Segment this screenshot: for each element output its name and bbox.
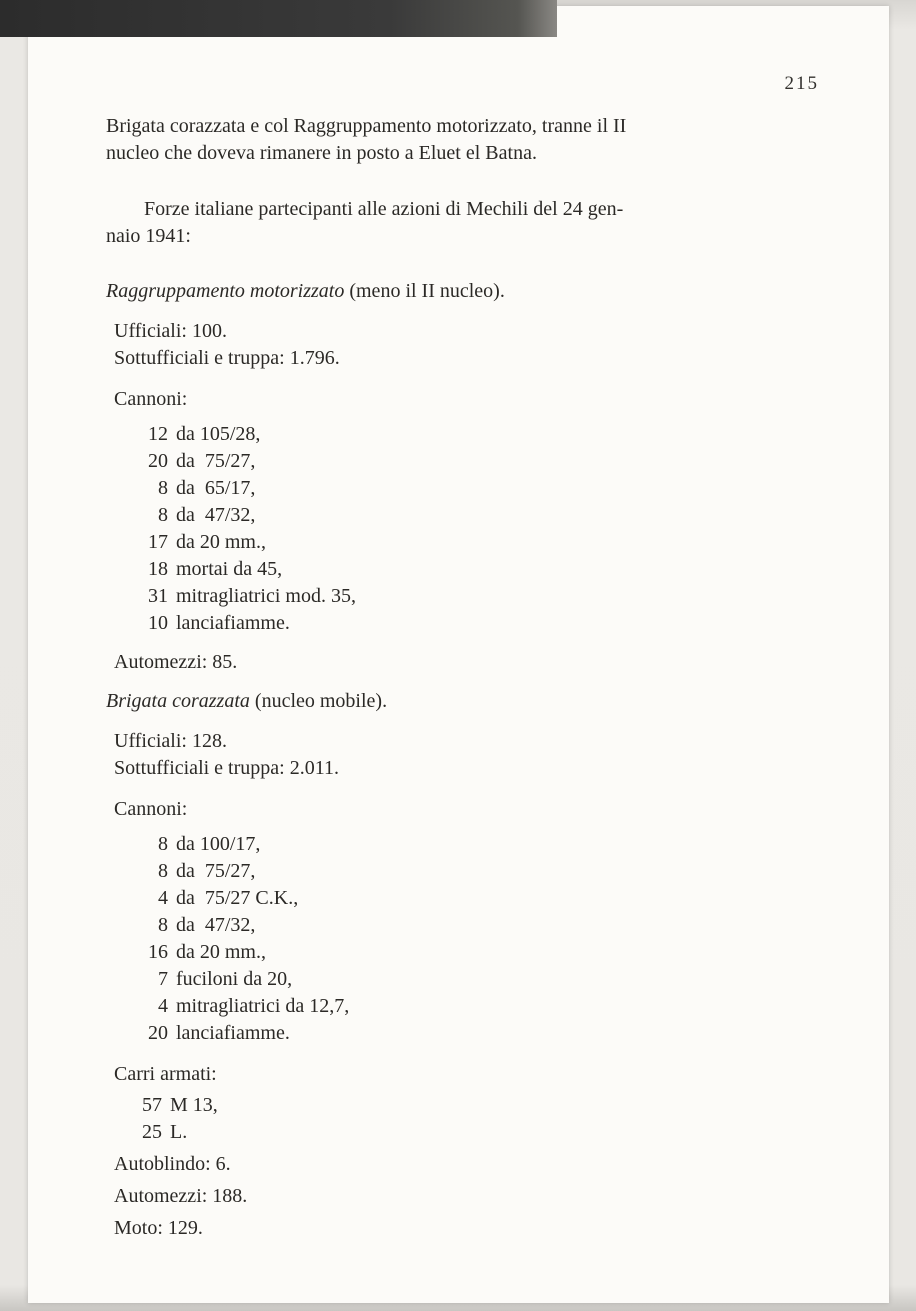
- item-desc: da 75/27,: [176, 860, 256, 882]
- item-count: 10: [148, 612, 168, 634]
- item-desc: mitragliatrici da 12,7,: [176, 995, 350, 1017]
- paragraph-line: Forze italiane partecipanti alle azioni di Mechili del 24 gen-: [144, 198, 624, 220]
- list-item: [142, 939, 821, 966]
- paragraph-line: nucleo che doveva rimanere in posto a Eluet el Batna.: [106, 142, 537, 164]
- list-item: [136, 1092, 821, 1119]
- item-count: 8: [158, 860, 168, 882]
- item-desc: da 47/32,: [176, 914, 256, 936]
- list-item: [142, 885, 821, 912]
- forces-paragraph: [106, 196, 821, 250]
- item-count: 8: [158, 477, 168, 499]
- list-item: [136, 1119, 821, 1146]
- item-desc: da 75/27 C.K.,: [176, 887, 299, 909]
- list-item: [142, 831, 821, 858]
- carri-armati-label: Carri armati:: [114, 1063, 217, 1085]
- item-desc: da 75/27,: [176, 450, 256, 472]
- item-desc: da 65/17,: [176, 477, 256, 499]
- section1-stats: [114, 318, 821, 372]
- item-desc: L.: [170, 1121, 188, 1143]
- item-count: 31: [148, 585, 168, 607]
- item-desc: da 105/28,: [176, 423, 261, 445]
- paragraph-line: naio 1941:: [106, 225, 191, 247]
- item-count: 57: [142, 1094, 162, 1116]
- list-item: [142, 475, 821, 502]
- item-count: 8: [158, 833, 168, 855]
- section2-cannoni-list: [142, 831, 821, 1047]
- item-count: 17: [148, 531, 168, 553]
- item-count: 12: [148, 423, 168, 445]
- item-count: 4: [158, 887, 168, 909]
- list-item: [142, 583, 821, 610]
- stat-autoblindo: Autoblindo: 6.: [114, 1153, 231, 1175]
- list-item: [142, 529, 821, 556]
- item-desc: mitragliatrici mod. 35,: [176, 585, 356, 607]
- section1-cannoni-list: [142, 421, 821, 637]
- list-item: [142, 421, 821, 448]
- list-item: [142, 556, 821, 583]
- stat-automezzi: Automezzi: 85.: [114, 651, 238, 673]
- page-content: [106, 6, 821, 1242]
- item-count: 8: [158, 504, 168, 526]
- item-count: 18: [148, 558, 168, 580]
- list-item: [142, 610, 821, 637]
- item-count: 20: [148, 1022, 168, 1044]
- stat-sottufficiali: Sottufficiali e truppa: 1.796.: [114, 347, 340, 369]
- intro-paragraph: [106, 113, 821, 167]
- cannoni-label: Cannoni:: [114, 388, 188, 410]
- item-desc: da 20 mm.,: [176, 531, 266, 553]
- item-desc: M 13,: [170, 1094, 218, 1116]
- carri-armati-list: [136, 1092, 821, 1146]
- list-item: [142, 502, 821, 529]
- item-count: 8: [158, 914, 168, 936]
- item-count: 25: [142, 1121, 162, 1143]
- list-item: [142, 912, 821, 939]
- list-item: [142, 993, 821, 1020]
- item-count: 20: [148, 450, 168, 472]
- list-item: [142, 448, 821, 475]
- stat-automezzi: Automezzi: 188.: [114, 1185, 248, 1207]
- item-desc: fuciloni da 20,: [176, 968, 293, 990]
- book-page: [28, 6, 889, 1303]
- section-heading-italic: Brigata corazzata: [106, 690, 250, 712]
- item-desc: lanciafiamme.: [176, 1022, 290, 1044]
- item-desc: da 20 mm.,: [176, 941, 266, 963]
- scan-artifact-bar: [0, 0, 557, 37]
- section-heading-rest: (meno il II nucleo).: [344, 280, 505, 302]
- paragraph-line: Brigata corazzata e col Raggruppamento motorizzato, tranne il II: [106, 115, 627, 137]
- section2-stats: [114, 728, 821, 782]
- stat-moto: Moto: 129.: [114, 1217, 203, 1239]
- stat-ufficiali: Ufficiali: 128.: [114, 730, 227, 752]
- item-desc: lanciafiamme.: [176, 612, 290, 634]
- section-heading-raggruppamento: [106, 278, 821, 305]
- item-count: 7: [158, 968, 168, 990]
- item-count: 16: [148, 941, 168, 963]
- list-item: [142, 858, 821, 885]
- cannoni-label: Cannoni:: [114, 798, 188, 820]
- stat-sottufficiali: Sottufficiali e truppa: 2.011.: [114, 757, 339, 779]
- stat-ufficiali: Ufficiali: 100.: [114, 320, 227, 342]
- section-heading-rest: (nucleo mobile).: [249, 690, 388, 712]
- item-desc: da 100/17,: [176, 833, 261, 855]
- item-count: 4: [158, 995, 168, 1017]
- list-item: [142, 1020, 821, 1047]
- section-heading-italic: Raggruppamento motorizzato: [106, 280, 345, 302]
- page-number: 215: [784, 73, 819, 94]
- item-desc: mortai da 45,: [176, 558, 283, 580]
- item-desc: da 47/32,: [176, 504, 256, 526]
- list-item: [142, 966, 821, 993]
- section-heading-brigata: [106, 688, 821, 715]
